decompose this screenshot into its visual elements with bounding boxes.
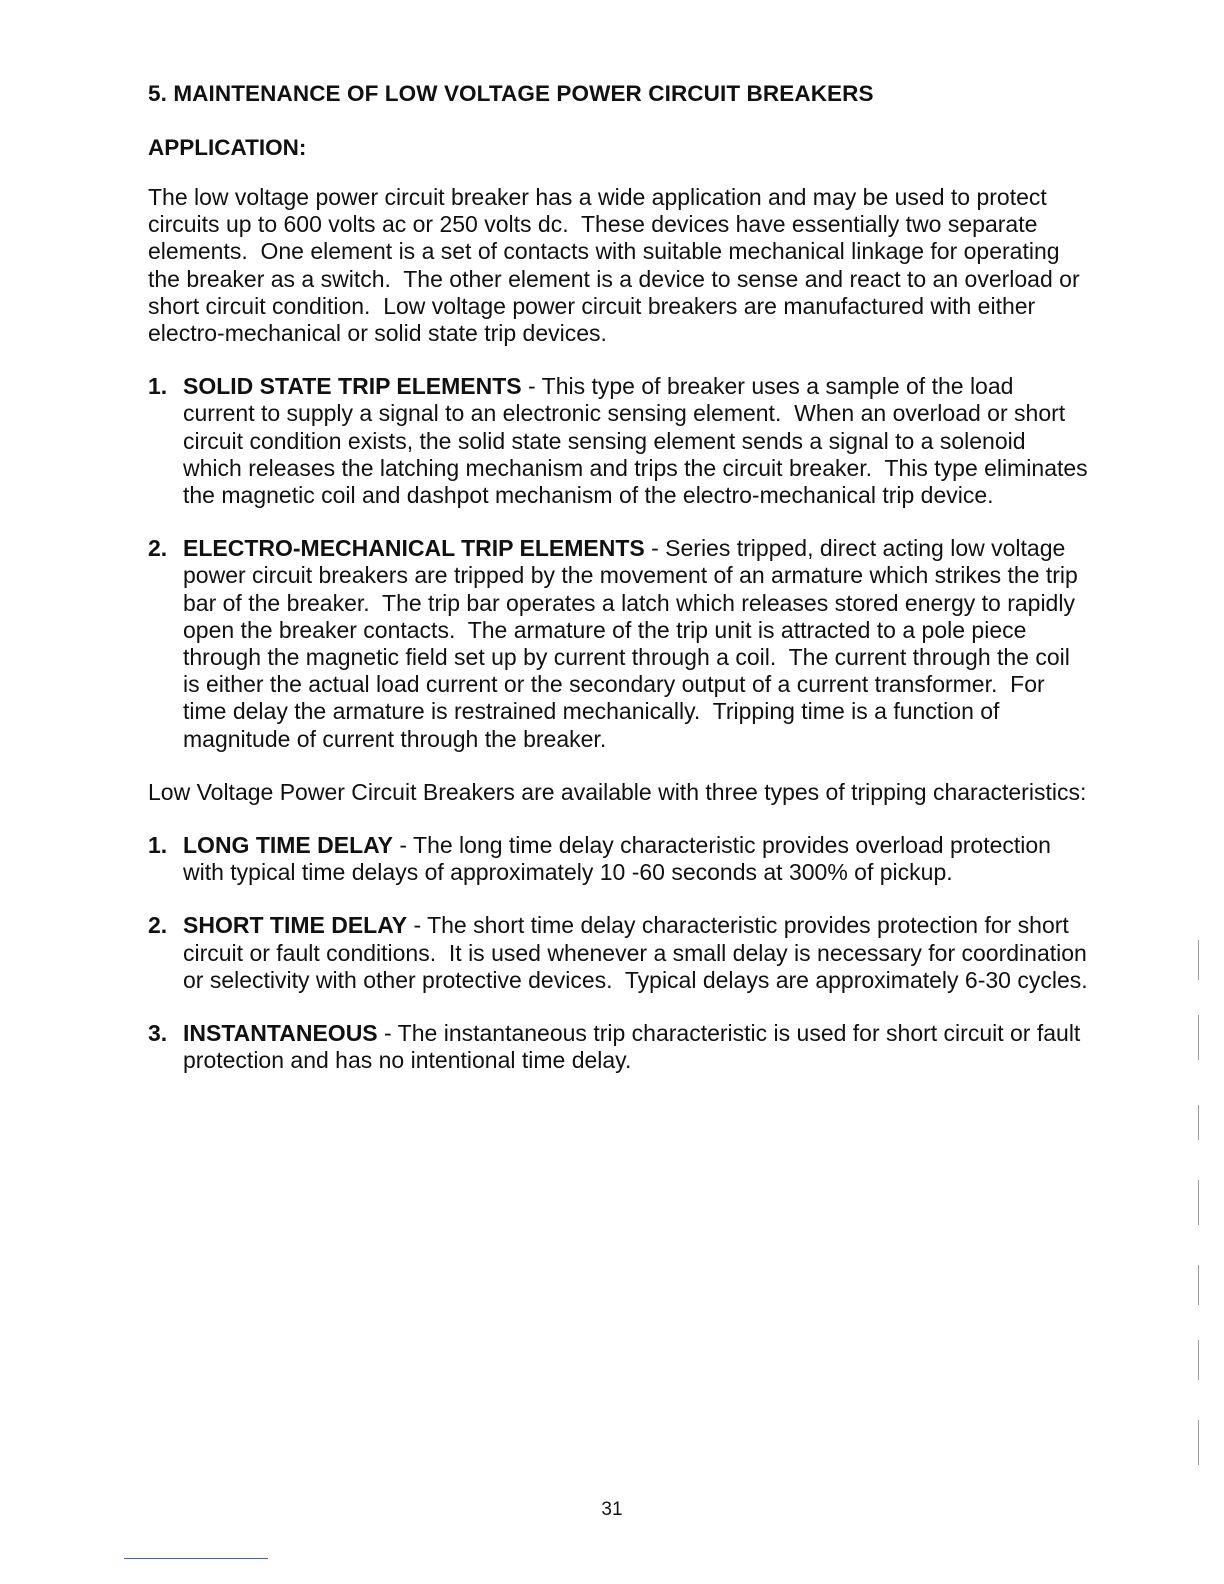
item-text: - This type of breaker uses a sample of the load current to supply a signal to an electronic sensing element. When an overload or short circuit condition exists, the solid state sensing element sends a signal to a solenoid which releases the latching mechanism and trips the circuit breaker. This type eliminates the magnetic coil and dashpot mechanism of the electro-mechanical trip device.	[183, 373, 1095, 509]
page-number: 31	[601, 1499, 623, 1520]
trip-device-item	[148, 535, 1088, 753]
list-number: 2.	[148, 912, 168, 939]
list-number: 1.	[148, 373, 168, 400]
characteristics-intro: Low Voltage Power Circuit Breakers are available with three types of tripping characteristics:	[148, 778, 1087, 805]
list-number: 2.	[148, 535, 168, 562]
scan-artifact	[1198, 940, 1199, 980]
trip-device-item	[148, 373, 1095, 509]
item-text: - Series tripped, direct acting low voltage power circuit breakers are tripped by the movement of an armature which strikes the trip bar of the breaker. The trip bar operates a latch which releases stored energy to rapidly open the breaker contacts. The armature of the trip unit is attracted to a pole piece through the magnetic field set up by current through a coil. The current through the coil is either the actual load current or the secondary output of a current transformer. For time delay the armature is restrained mechanically. Tripping time is a function of magnitude of current through the breaker.	[183, 535, 1085, 752]
scan-artifact	[1198, 1420, 1199, 1465]
scan-artifact	[1198, 1105, 1199, 1140]
item-term: ELECTRO-MECHANICAL TRIP ELEMENTS	[183, 535, 645, 562]
document-body	[148, 78, 1095, 1100]
item-term: INSTANTANEOUS	[183, 1020, 378, 1047]
section-heading: APPLICATION:	[148, 135, 307, 160]
item-text: - The instantaneous trip characteristic is used for short circuit or fault protection and has no intentional time delay.	[183, 1020, 1087, 1074]
item-term: LONG TIME DELAY	[183, 832, 393, 859]
item-text: - The short time delay characteristic provides protection for short circuit or fault conditions. It is used whenever a small delay is necessary for coordination or selectivity with other protective devices. Typical delays are approximately 6-30 cycles.	[183, 912, 1094, 993]
item-term: SOLID STATE TRIP ELEMENTS	[183, 373, 522, 400]
scan-artifact	[1198, 1340, 1199, 1380]
characteristic-item	[148, 1020, 1088, 1074]
characteristic-item	[148, 912, 1094, 994]
item-term: SHORT TIME DELAY	[183, 912, 408, 939]
document-title: 5. MAINTENANCE OF LOW VOLTAGE POWER CIRCUIT BREAKERS	[148, 81, 874, 106]
list-number: 1.	[148, 832, 168, 859]
intro-paragraph: The low voltage power circuit breaker has a wide application and may be used to protect circuits up to 600 volts ac or 250 volts dc. These devices have essentially two separate elements. One element is a set of contacts with suitable mechanical linkage for operating the breaker as a switch. The other element is a device to sense and react to an overload or short circuit condition. Low voltage power circuit breakers are manufactured with either electro-mechanical or solid state trip devices.	[148, 184, 1086, 347]
characteristic-item	[148, 832, 1088, 886]
scan-artifact	[1198, 1180, 1199, 1225]
item-text: - The long time delay characteristic provides overload protection with typical time delays of approximately 10 -60 seconds at 300% of pickup.	[183, 832, 1058, 886]
scan-artifact	[1198, 1265, 1199, 1305]
list-number: 3.	[148, 1020, 168, 1047]
footer-rule	[124, 1558, 268, 1559]
scan-artifact	[1198, 1015, 1199, 1060]
